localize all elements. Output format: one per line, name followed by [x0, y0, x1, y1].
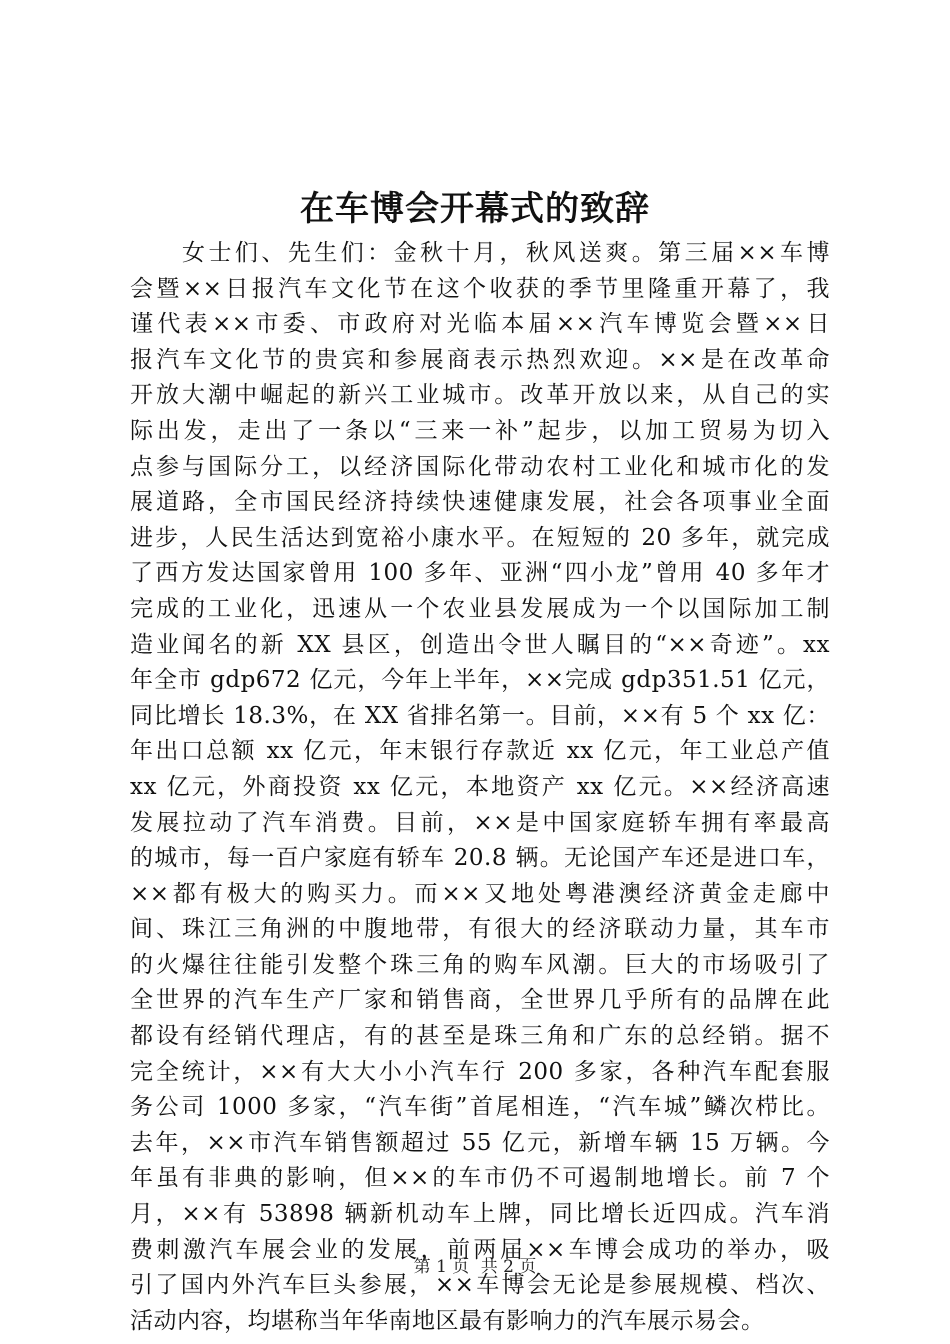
body-line: 会暨××日报汽车文化节在这个收获的季节里隆重开幕了，我 — [130, 275, 830, 302]
body-line: 年出口总额 xx 亿元，年末银行存款近 xx 亿元，年工业总产值 — [130, 738, 830, 765]
body-line: 全世界的汽车生产厂家和销售商，全世界几乎所有的品牌在此 — [130, 987, 830, 1014]
body-line: 了西方发达国家曾用 100 多年、亚洲“四小龙”曾用 40 多年才 — [130, 560, 830, 587]
body-line: 同比增长 18.3%，在 XX 省排名第一。目前，××有 5 个 xx 亿： — [130, 702, 830, 729]
body-line: 报汽车文化节的贵宾和参展商表示热烈欢迎。××是在改革命 — [130, 346, 830, 373]
body-line: 开放大潮中崛起的新兴工业城市。改革开放以来，从自己的实 — [130, 382, 830, 409]
body-line: 谨代表××市委、市政府对光临本届××汽车博览会暨××日 — [130, 311, 830, 338]
body-line: ××都有极大的购买力。而××又地处粤港澳经济黄金走廊中 — [130, 880, 830, 907]
body-line: xx 亿元，外商投资 xx 亿元，本地资产 xx 亿元。××经济高速 — [130, 773, 830, 800]
body-line: 费刺激汽车展会业的发展，前两届××车博会成功的举办，吸 — [130, 1236, 830, 1263]
body-line: 月，××有 53898 辆新机动车上牌，同比增长近四成。汽车消 — [130, 1201, 830, 1228]
body-line: 都设有经销代理店，有的甚至是珠三角和广东的总经销。据不 — [130, 1023, 830, 1050]
body-line: 造业闻名的新 XX 县区，创造出令世人瞩目的“××奇迹”。xx — [130, 631, 830, 658]
document-body — [130, 236, 830, 1339]
body-line: 年全市 gdp672 亿元，今年上半年，××完成 gdp351.51 亿元， — [130, 667, 830, 694]
body-line: 去年，××市汽车销售额超过 55 亿元，新增车辆 15 万辆。今 — [130, 1129, 830, 1156]
body-line: 引了国内外汽车巨头参展，××车博会无论是参展规模、档次、 — [130, 1272, 830, 1299]
body-line: 发展拉动了汽车消费。目前，××是中国家庭轿车拥有率最高 — [130, 809, 830, 836]
body-line: 际出发，走出了一条以“三来一补”起步，以加工贸易为切入 — [130, 417, 830, 444]
body-line: 进步，人民生活达到宽裕小康水平。在短短的 20 多年，就完成 — [130, 524, 830, 551]
body-line: 的火爆往往能引发整个珠三角的购车风潮。巨大的市场吸引了 — [130, 951, 830, 978]
body-line: 展道路，全市国民经济持续快速健康发展，社会各项事业全面 — [130, 489, 830, 516]
page-number: 第 1 页 — [413, 1257, 470, 1277]
body-line: 女士们、先生们：金秋十月，秋风送爽。第三届××车博 — [182, 240, 830, 266]
body-line: 活动内容，均堪称当年华南地区最有影响力的汽车展示易会。 — [130, 1307, 765, 1334]
body-line: 点参与国际分工，以经济国际化带动农村工业化和城市化的发 — [130, 453, 830, 480]
document-title: 在车博会开幕式的致辞 — [300, 189, 650, 229]
body-line: 年虽有非典的影响，但××的车市仍不可遏制地增长。前 7 个 — [130, 1165, 830, 1192]
body-line: 完全统计，××有大大小小汽车行 200 多家，各种汽车配套服 — [130, 1058, 830, 1085]
page-footer — [0, 1255, 950, 1279]
body-line: 间、珠江三角洲的中腹地带，有很大的经济联动力量，其车市 — [130, 916, 830, 943]
page-total: 共 2 页 — [480, 1257, 537, 1277]
body-line: 务公司 1000 多家，“汽车街”首尾相连，“汽车城”鳞次栉比。 — [130, 1094, 830, 1121]
body-line: 的城市，每一百户家庭有轿车 20.8 辆。无论国产车还是进口车， — [130, 845, 830, 872]
body-line: 完成的工业化，迅速从一个农业县发展成为一个以国际加工制 — [130, 595, 830, 622]
